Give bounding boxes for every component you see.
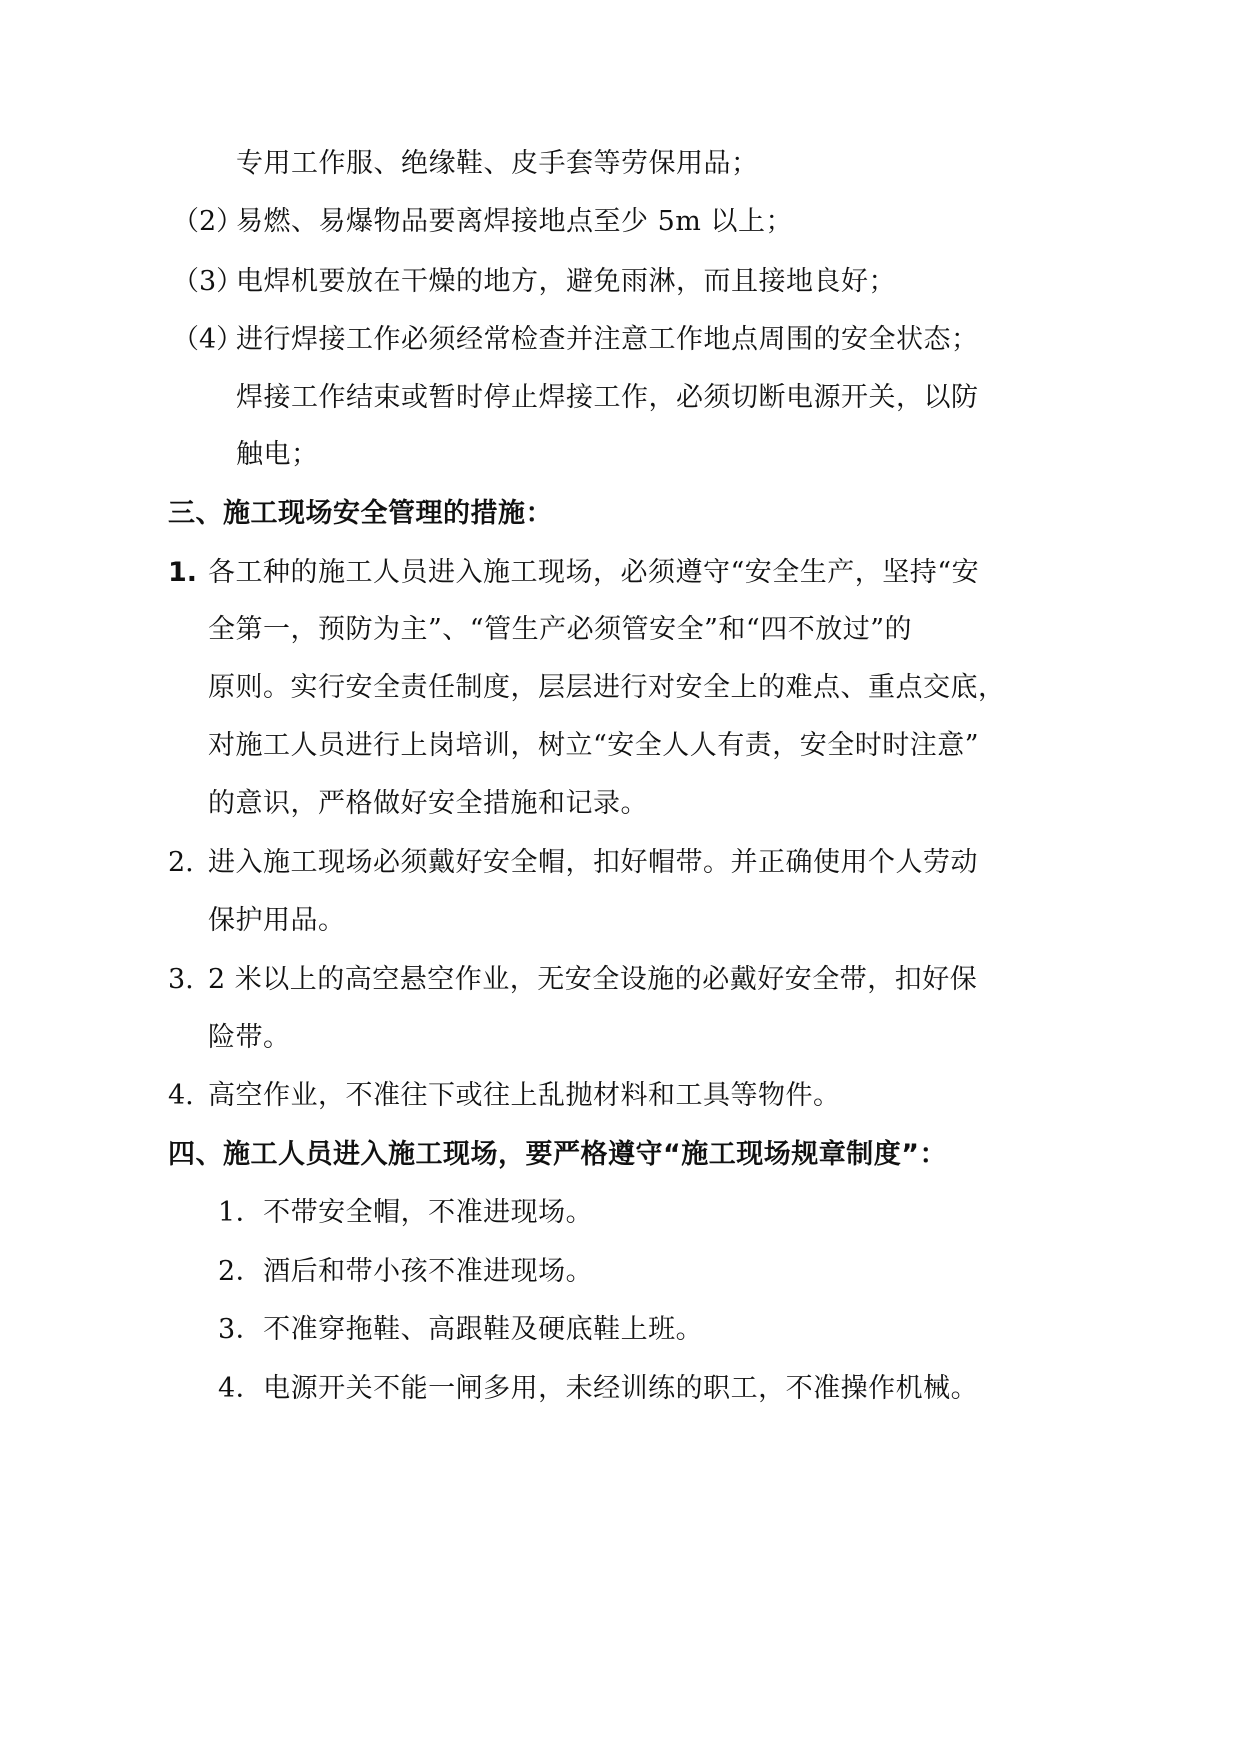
section-heading: 四、施工人员进入施工现场，要严格遵守“施工现场规章制度”：: [168, 1139, 947, 1170]
item-marker: （3）: [172, 266, 244, 297]
text-line: 进入施工现场必须戴好安全帽，扣好帽带。并正确使用个人劳动: [208, 847, 978, 878]
text-line: 易燃、易爆物品要离焊接地点至少 5m 以上；: [236, 206, 793, 237]
list-item: 4．电源开关不能一闸多用，未经训练的职工，不准操作机械。: [218, 1373, 979, 1404]
item-marker: 4.: [168, 1080, 194, 1111]
text-line: 全第一，预防为主”、“管生产必须管安全”和“四不放过”的: [208, 614, 913, 645]
text-line: 各工种的施工人员进入施工现场，必须遵守“安全生产，坚持“安: [208, 557, 980, 588]
list-item: 2．酒后和带小孩不准进现场。: [218, 1256, 594, 1287]
item-marker: 3.: [168, 964, 194, 995]
list-item: 3．不准穿拖鞋、高跟鞋及硬底鞋上班。: [218, 1314, 704, 1345]
text-line: 险带。: [208, 1022, 291, 1053]
text-line: 的意识，严格做好安全措施和记录。: [208, 788, 648, 819]
text-line: 高空作业，不准往下或往上乱抛材料和工具等物件。: [208, 1080, 841, 1111]
text-line: 触电；: [236, 439, 319, 470]
text-line: 焊接工作结束或暂时停止焊接工作，必须切断电源开关，以防: [236, 382, 979, 413]
item-marker: （2）: [172, 206, 244, 237]
item-marker: 1.: [168, 557, 198, 588]
text-line: 对施工人员进行上岗培训，树立“安全人人有责，安全时时注意”: [208, 730, 980, 761]
text-line: 进行焊接工作必须经常检查并注意工作地点周围的安全状态；: [236, 324, 979, 355]
text-line: 原则。实行安全责任制度，层层进行对安全上的难点、重点交底，: [208, 672, 1006, 703]
text-line: 2 米以上的高空悬空作业，无安全设施的必戴好安全带，扣好保: [208, 964, 978, 995]
item-marker: 2.: [168, 847, 194, 878]
text-line: 保护用品。: [208, 905, 346, 936]
item-marker: （4）: [172, 324, 244, 355]
section-heading: 三、施工现场安全管理的措施：: [168, 498, 553, 529]
text-line: 专用工作服、绝缘鞋、皮手套等劳保用品；: [236, 148, 759, 179]
text-line: 电焊机要放在干燥的地方，避免雨淋，而且接地良好；: [236, 266, 896, 297]
list-item: 1．不带安全帽，不准进现场。: [218, 1197, 594, 1228]
